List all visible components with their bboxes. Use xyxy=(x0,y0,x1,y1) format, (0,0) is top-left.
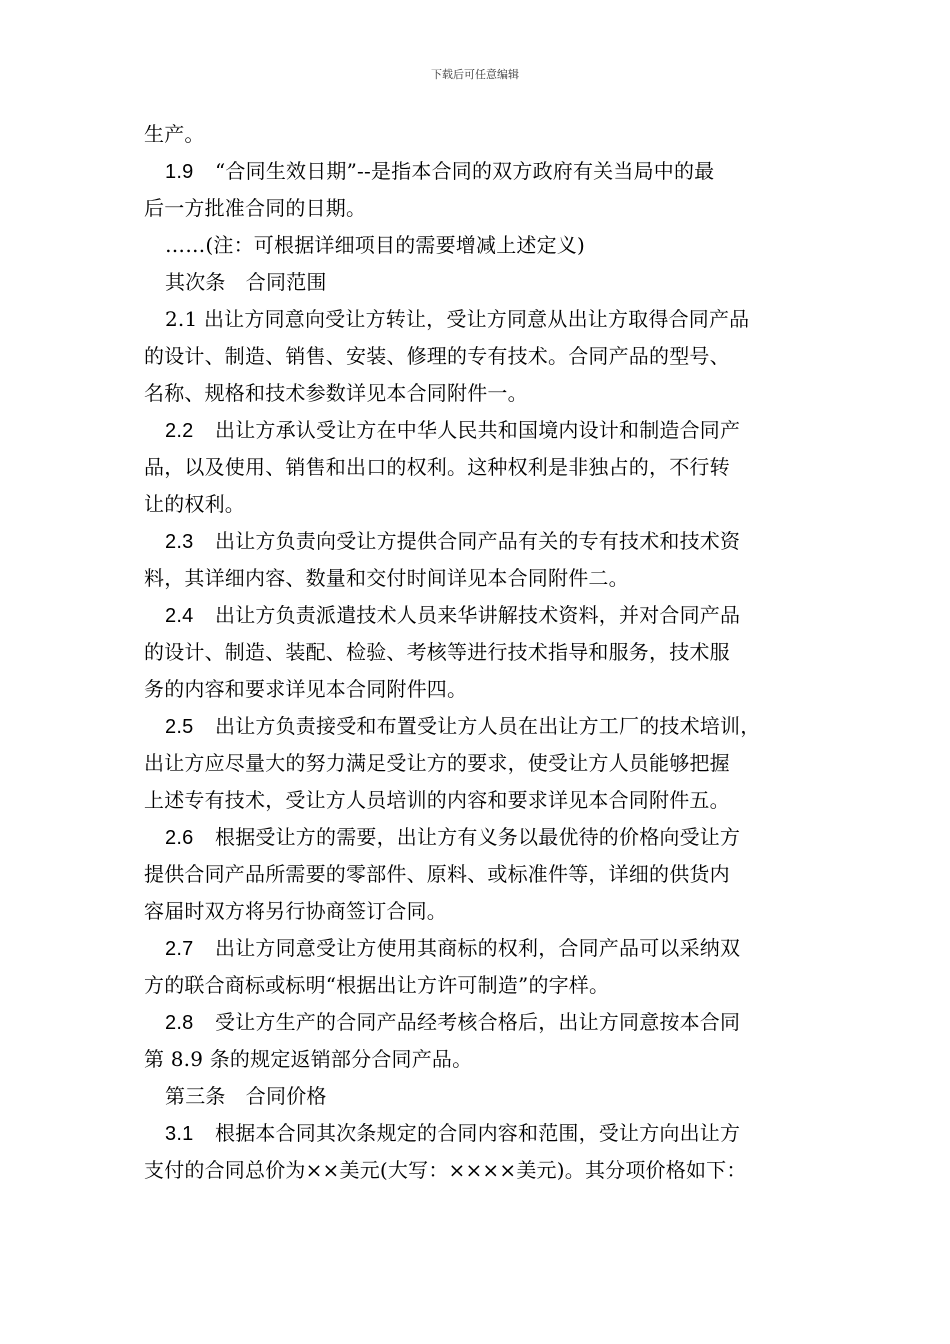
clause-number: 2.4 xyxy=(165,605,194,627)
line-text: 根据受让方的需要，出让方有义务以最优待的价格向受让方 xyxy=(215,825,741,849)
line-text: 上述专有技术，受让方人员培训的内容和要求详见本合同附件五。 xyxy=(144,788,730,812)
section-heading xyxy=(144,1078,814,1115)
clause-line xyxy=(144,301,814,338)
clause-number: 2.5 xyxy=(165,716,194,738)
line-text: 后一方批准合同的日期。 xyxy=(144,196,367,220)
line-text: 其次条 合同范围 xyxy=(165,270,327,294)
text-line xyxy=(144,856,814,893)
line-text: 出让方负责派遣技术人员来华讲解技术资料，并对合同产品 xyxy=(215,603,741,627)
clause-line xyxy=(144,1004,814,1041)
clause-line xyxy=(144,597,814,634)
line-text: 料，其详细内容、数量和交付时间详见本合同附件二。 xyxy=(144,566,629,590)
text-line xyxy=(144,967,814,1004)
line-text: 出让方应尽量大的努力满足受让方的要求，使受让方人员能够把握 xyxy=(144,751,730,775)
line-text: 提供合同产品所需要的零部件、原料、或标准件等，详细的供货内 xyxy=(144,862,730,886)
line-text: ……(注：可根据详细项目的需要增减上述定义) xyxy=(165,233,586,257)
line-text: 的设计、制造、装配、检验、考核等进行技术指导和服务，技术服 xyxy=(144,640,730,664)
clause-number: 2.6 xyxy=(165,827,194,849)
text-line xyxy=(144,560,814,597)
line-text: 让的权利。 xyxy=(144,492,245,516)
text-line xyxy=(144,782,814,819)
section-heading xyxy=(144,264,814,301)
clause-line xyxy=(144,153,814,190)
line-text: 第 8.9 条的规定返销部分合同产品。 xyxy=(144,1047,473,1071)
line-text: 第三条 合同价格 xyxy=(165,1084,327,1108)
line-text: 出让方承认受让方在中华人民共和国境内设计和制造合同产 xyxy=(215,418,741,442)
text-line xyxy=(144,1041,814,1078)
line-text: 出让方负责向受让方提供合同产品有关的专有技术和技术资 xyxy=(215,529,741,553)
line-text: 2.1 出让方同意向受让方转让，受让方同意从出让方取得合同产品 xyxy=(165,307,750,331)
line-text: 支付的合同总价为××美元(大写：××××美元)。其分项价格如下： xyxy=(144,1158,747,1182)
clause-number: 2.3 xyxy=(165,531,194,553)
line-text: 受让方生产的合同产品经考核合格后，出让方同意按本合同 xyxy=(215,1010,741,1034)
clause-number: 2.2 xyxy=(165,420,194,442)
line-text: 务的内容和要求详见本合同附件四。 xyxy=(144,677,468,701)
line-text: “合同生效日期”--是指本合同的双方政府有关当局中的最 xyxy=(215,159,715,183)
clause-line xyxy=(144,819,814,856)
text-line xyxy=(144,449,814,486)
text-line xyxy=(144,745,814,782)
line-text: 出让方同意受让方使用其商标的权利，合同产品可以采纳双 xyxy=(215,936,741,960)
text-line xyxy=(144,227,814,264)
line-text: 根据本合同其次条规定的合同内容和范围，受让方向出让方 xyxy=(215,1121,741,1145)
line-text: 的设计、制造、销售、安装、修理的专有技术。合同产品的型号、 xyxy=(144,344,730,368)
text-line xyxy=(144,1152,814,1189)
document-body xyxy=(144,116,814,1189)
clause-line xyxy=(144,930,814,967)
text-line xyxy=(144,671,814,708)
line-text: 出让方负责接受和布置受让方人员在出让方工厂的技术培训， xyxy=(215,714,761,738)
text-line xyxy=(144,893,814,930)
clause-line xyxy=(144,523,814,560)
line-text: 名称、规格和技术参数详见本合同附件一。 xyxy=(144,381,528,405)
clause-number: 2.7 xyxy=(165,938,194,960)
text-line xyxy=(144,634,814,671)
page-header-note: 下载后可任意编辑 xyxy=(431,68,519,81)
text-line xyxy=(144,486,814,523)
clause-number: 1.9 xyxy=(165,161,194,183)
clause-line xyxy=(144,1115,814,1152)
line-text: 生产。 xyxy=(144,122,205,146)
text-line xyxy=(144,375,814,412)
clause-line xyxy=(144,412,814,449)
clause-number: 2.8 xyxy=(165,1012,194,1034)
text-line xyxy=(144,190,814,227)
line-text: 容届时双方将另行协商签订合同。 xyxy=(144,899,447,923)
text-line xyxy=(144,338,814,375)
clause-line xyxy=(144,708,814,745)
line-text: 品，以及使用、销售和出口的权利。这种权利是非独占的，不行转 xyxy=(144,455,730,479)
text-line xyxy=(144,116,814,153)
clause-number: 3.1 xyxy=(165,1123,194,1145)
line-text: 方的联合商标或标明“根据出让方许可制造”的字样。 xyxy=(144,973,610,997)
